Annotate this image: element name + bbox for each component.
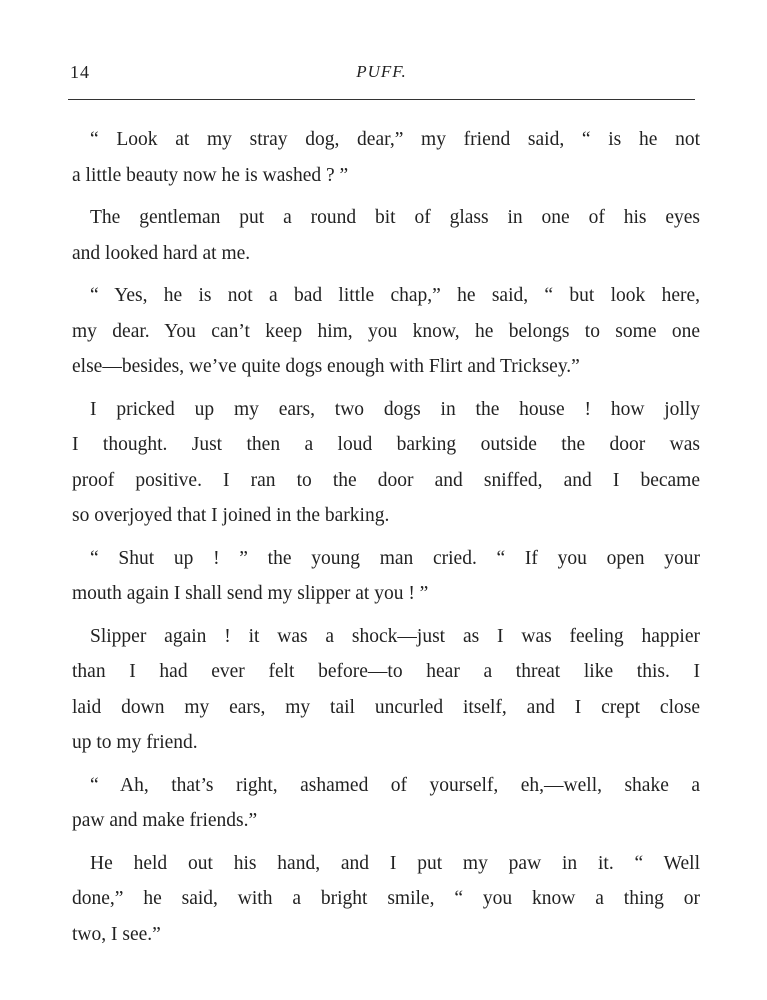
text-line: “ Yes, he is not a bad little chap,” he said, “ but look here,	[90, 285, 700, 306]
text-line: and looked hard at me.	[72, 242, 251, 264]
body-text	[72, 122, 700, 959]
text-line: proof positive. I ran to the door and sniffed, and I became	[72, 469, 700, 491]
text-line: The gentleman put a round bit of glass in one of his eyes	[90, 207, 700, 228]
text-line: my dear. You can’t keep him, you know, he belongs to some one	[72, 320, 700, 342]
text-line: I pricked up my ears, two dogs in the house ! how jolly	[90, 398, 700, 420]
text-line: “ Shut up ! ” the young man cried. “ If you open your	[90, 547, 700, 569]
text-line: He held out his hand, and I put my paw in it. “ Well	[90, 852, 700, 874]
paragraph-7	[72, 768, 700, 839]
page-number: 14	[70, 62, 90, 82]
running-head	[68, 58, 695, 88]
paragraph-1	[72, 122, 700, 193]
text-line: so overjoyed that I joined in the barking.	[72, 505, 390, 526]
text-line: paw and make friends.”	[72, 810, 258, 831]
text-line: else—besides, we’ve quite dogs enough with Flirt and Tricksey.”	[72, 356, 580, 377]
text-line: “ Ah, that’s right, ashamed of yourself, eh,—well, shake a	[90, 774, 700, 796]
text-line: a little beauty now he is washed ? ”	[72, 164, 349, 186]
text-line: I thought. Just then a loud barking outside the door was	[72, 434, 700, 455]
text-line: done,” he said, with a bright smile, “ you know a thing or	[72, 888, 700, 909]
paragraph-6	[72, 619, 700, 761]
text-line: mouth again I shall send my slipper at you ! ”	[72, 583, 429, 604]
running-title: PUFF.	[356, 62, 407, 81]
paragraph-4	[72, 392, 700, 534]
text-line: two, I see.”	[72, 923, 161, 945]
paragraph-8	[72, 846, 700, 953]
text-line: Slipper again ! it was a shock—just as I was feeling happier	[90, 625, 700, 647]
text-line: than I had ever felt before—to hear a threat like this. I	[72, 661, 700, 682]
text-line: up to my friend.	[72, 732, 198, 753]
paragraph-5	[72, 541, 700, 612]
text-line: laid down my ears, my tail uncurled itself, and I crept close	[72, 696, 700, 718]
header-rule	[68, 99, 695, 100]
paragraph-3	[72, 278, 700, 385]
paragraph-2	[72, 200, 700, 271]
text-line: “ Look at my stray dog, dear,” my friend said, “ is he not	[90, 129, 700, 150]
